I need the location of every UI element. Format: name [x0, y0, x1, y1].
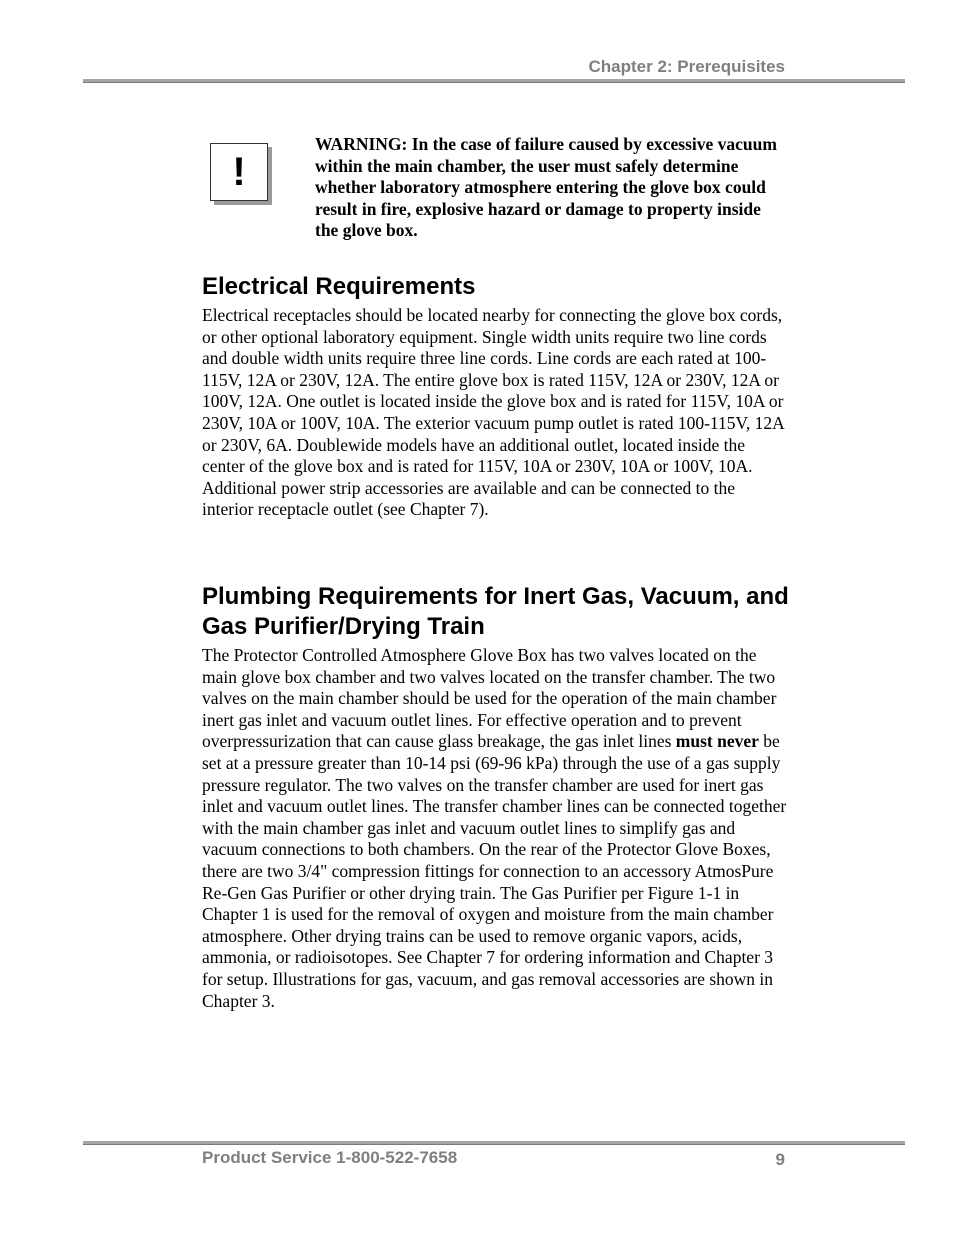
running-header: Chapter 2: Prerequisites	[588, 57, 785, 76]
warning-icon	[210, 143, 268, 201]
must-never-emphasis: must never	[675, 731, 759, 752]
warning-text: WARNING: In the case of failure caused by excessive vacuum within the main chamber, the user must safely determine whether laboratory atmosphere entering the glove box could result in fire, explosive hazard or damage to property inside the glove box.	[315, 134, 777, 241]
page-number: 9	[775, 1150, 785, 1169]
plumbing-heading: Plumbing Requirements for Inert Gas, Vacuum, and Gas Purifier/Drying Train	[202, 583, 789, 640]
electrical-heading: Electrical Requirements	[202, 273, 476, 300]
plumbing-text-part-2: be set at a pressure greater than 10-14 psi (69-96 kPa) through the use of a gas supply pressure regulator. The two valves on the transfer chamber are used for inert gas inlet and vacuum outlet lines. The transfer chamber lines can be connected together with the main chamber gas inlet and vacuum outlet lines to simplify gas and vacuum connections to both chambers. On the rear of the Protector Glove Boxes, there are two 3/4" compression fittings for connection to an accessory AtmosPure Re-Gen Gas Purifier or other drying train. The Gas Purifier per Figure 1-1 in Chapter 1 is used for the removal of oxygen and moisture from the main chamber atmosphere. Other drying trains can be used to remove organic vapors, acids, ammonia, or radioisotopes. See Chapter 7 for ordering information and Chapter 3 for setup. Illustrations for gas, vacuum, and gas removal accessories are shown in Chapter 3.	[202, 731, 787, 1011]
header-rule	[83, 79, 905, 83]
footer-rule	[83, 1141, 905, 1145]
plumbing-text-part-1: The Protector Controlled Atmosphere Glove Box has two valves located on the main glove box chamber and two valves located on the transfer chamber. The two valves on the main chamber should be used for the operation of the main chamber inert gas inlet and vacuum outlet lines. For effective operation and to prevent overpressurization that can cause glass breakage, the gas inlet lines	[202, 645, 777, 752]
plumbing-paragraph	[202, 645, 790, 1012]
electrical-paragraph: Electrical receptacles should be located nearby for connecting the glove box cords, or other optional laboratory equipment. Single width units require two line cords and double width units require three line cords. Line cords are each rated at 100-115V, 12A or 230V, 12A. The entire glove box is rated 115V, 12A or 230V, 12A or 100V, 12A. One outlet is located inside the glove box and is rated for 115V, 10A or 230V, 10A or 100V, 10A. The exterior vacuum pump outlet is rated 100-115V, 12A or 230V, 6A. Doublewide models have an additional outlet, located inside the center of the glove box and is rated for 115V, 10A or 230V, 10A or 100V, 10A. Additional power strip accessories are available and can be connected to the interior receptacle outlet (see Chapter 7).	[202, 305, 784, 520]
product-service-phone: Product Service 1-800-522-7658	[202, 1148, 458, 1167]
exclamation-icon: !	[232, 150, 246, 194]
